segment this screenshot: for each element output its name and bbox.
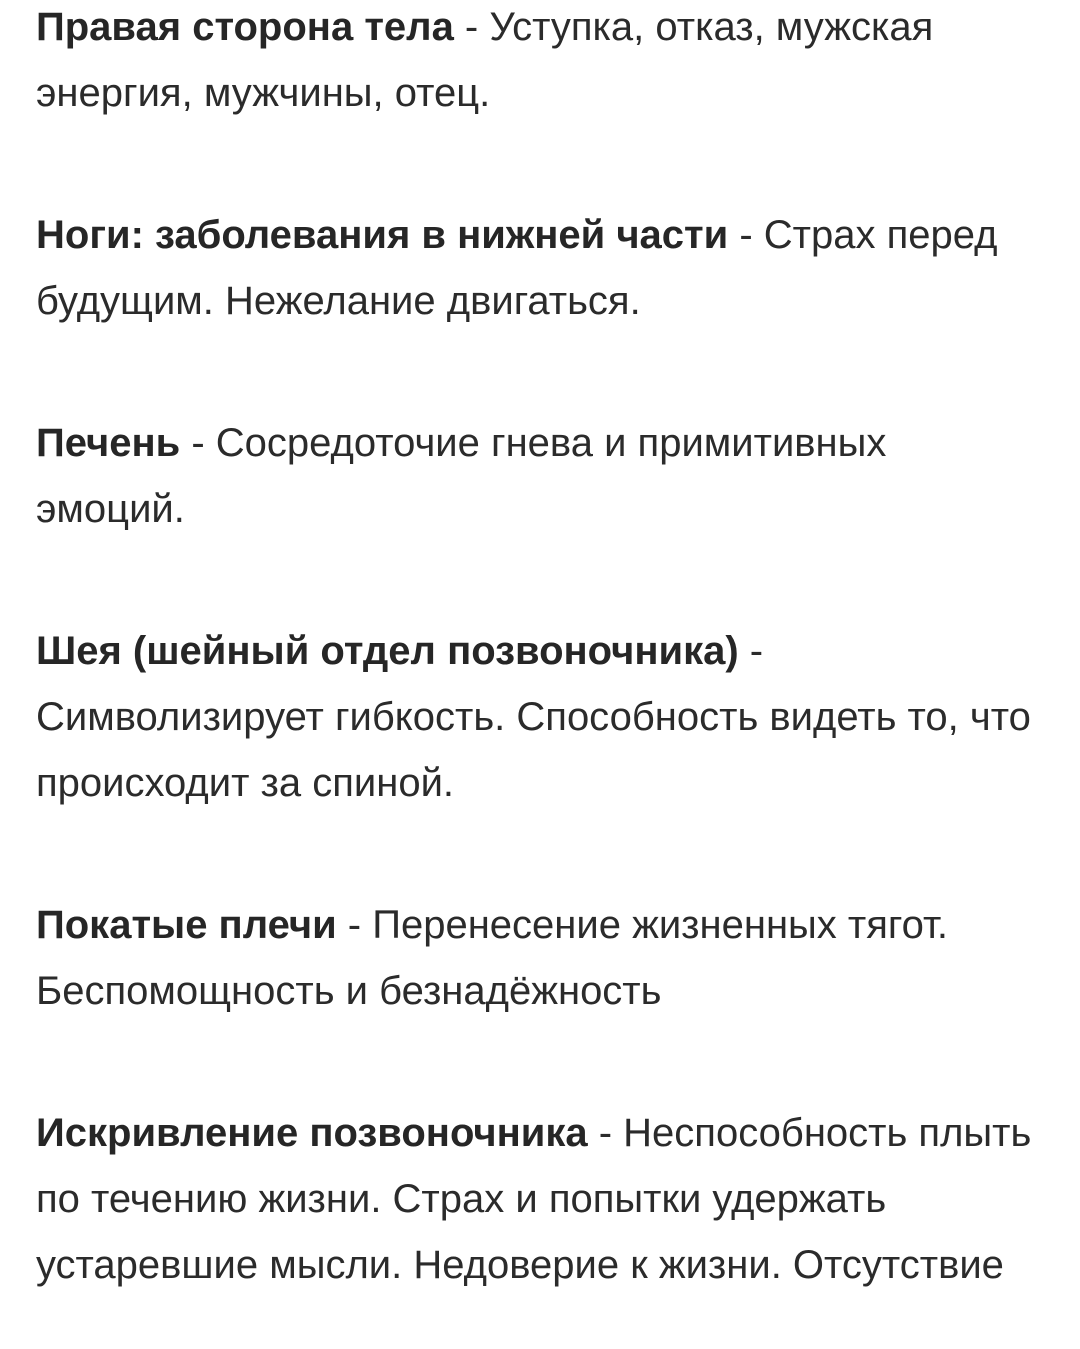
entry-separator: - — [336, 903, 373, 947]
entry-separator: - — [453, 5, 490, 49]
entry-description: Перенесение жизненных тягот. Беспомощность и безнадёжность — [36, 903, 948, 1013]
entry-spine-curvature — [36, 1100, 1044, 1298]
entry-legs — [36, 202, 1044, 334]
entry-liver — [36, 410, 1044, 542]
entry-separator: - — [728, 213, 764, 257]
entry-term: Ноги: заболевания в нижней части — [36, 213, 729, 257]
entry-right-side — [36, 0, 1044, 126]
entry-description: Страх перед будущим. Нежелание двигаться. — [36, 213, 998, 323]
entry-description: Сосредоточие гнева и примитивных эмоций. — [36, 421, 887, 531]
entry-term: Искривление позвоночника — [36, 1111, 588, 1155]
entry-separator: - — [180, 421, 216, 465]
entry-separator: - — [738, 629, 764, 673]
entry-term: Печень — [36, 421, 181, 465]
entry-description: Неспособность плыть по течению жизни. Страх и попытки удержать устаревшие мысли. Недоверие к жизни. Отсутствие — [36, 1111, 1032, 1287]
entry-term: Покатые плечи — [36, 903, 337, 947]
entry-description: Символизирует гибкость. Способность видеть то, что происходит за спиной. — [36, 695, 1031, 805]
entry-neck — [36, 618, 1044, 816]
entry-separator: - — [587, 1111, 624, 1155]
entry-sloping-shoulders — [36, 892, 1044, 1024]
entry-term: Шея (шейный отдел позвоночника) — [36, 629, 739, 673]
entry-description: Уступка, отказ, мужская энергия, мужчины, отец. — [36, 5, 934, 115]
entry-term: Правая сторона тела — [36, 5, 454, 49]
